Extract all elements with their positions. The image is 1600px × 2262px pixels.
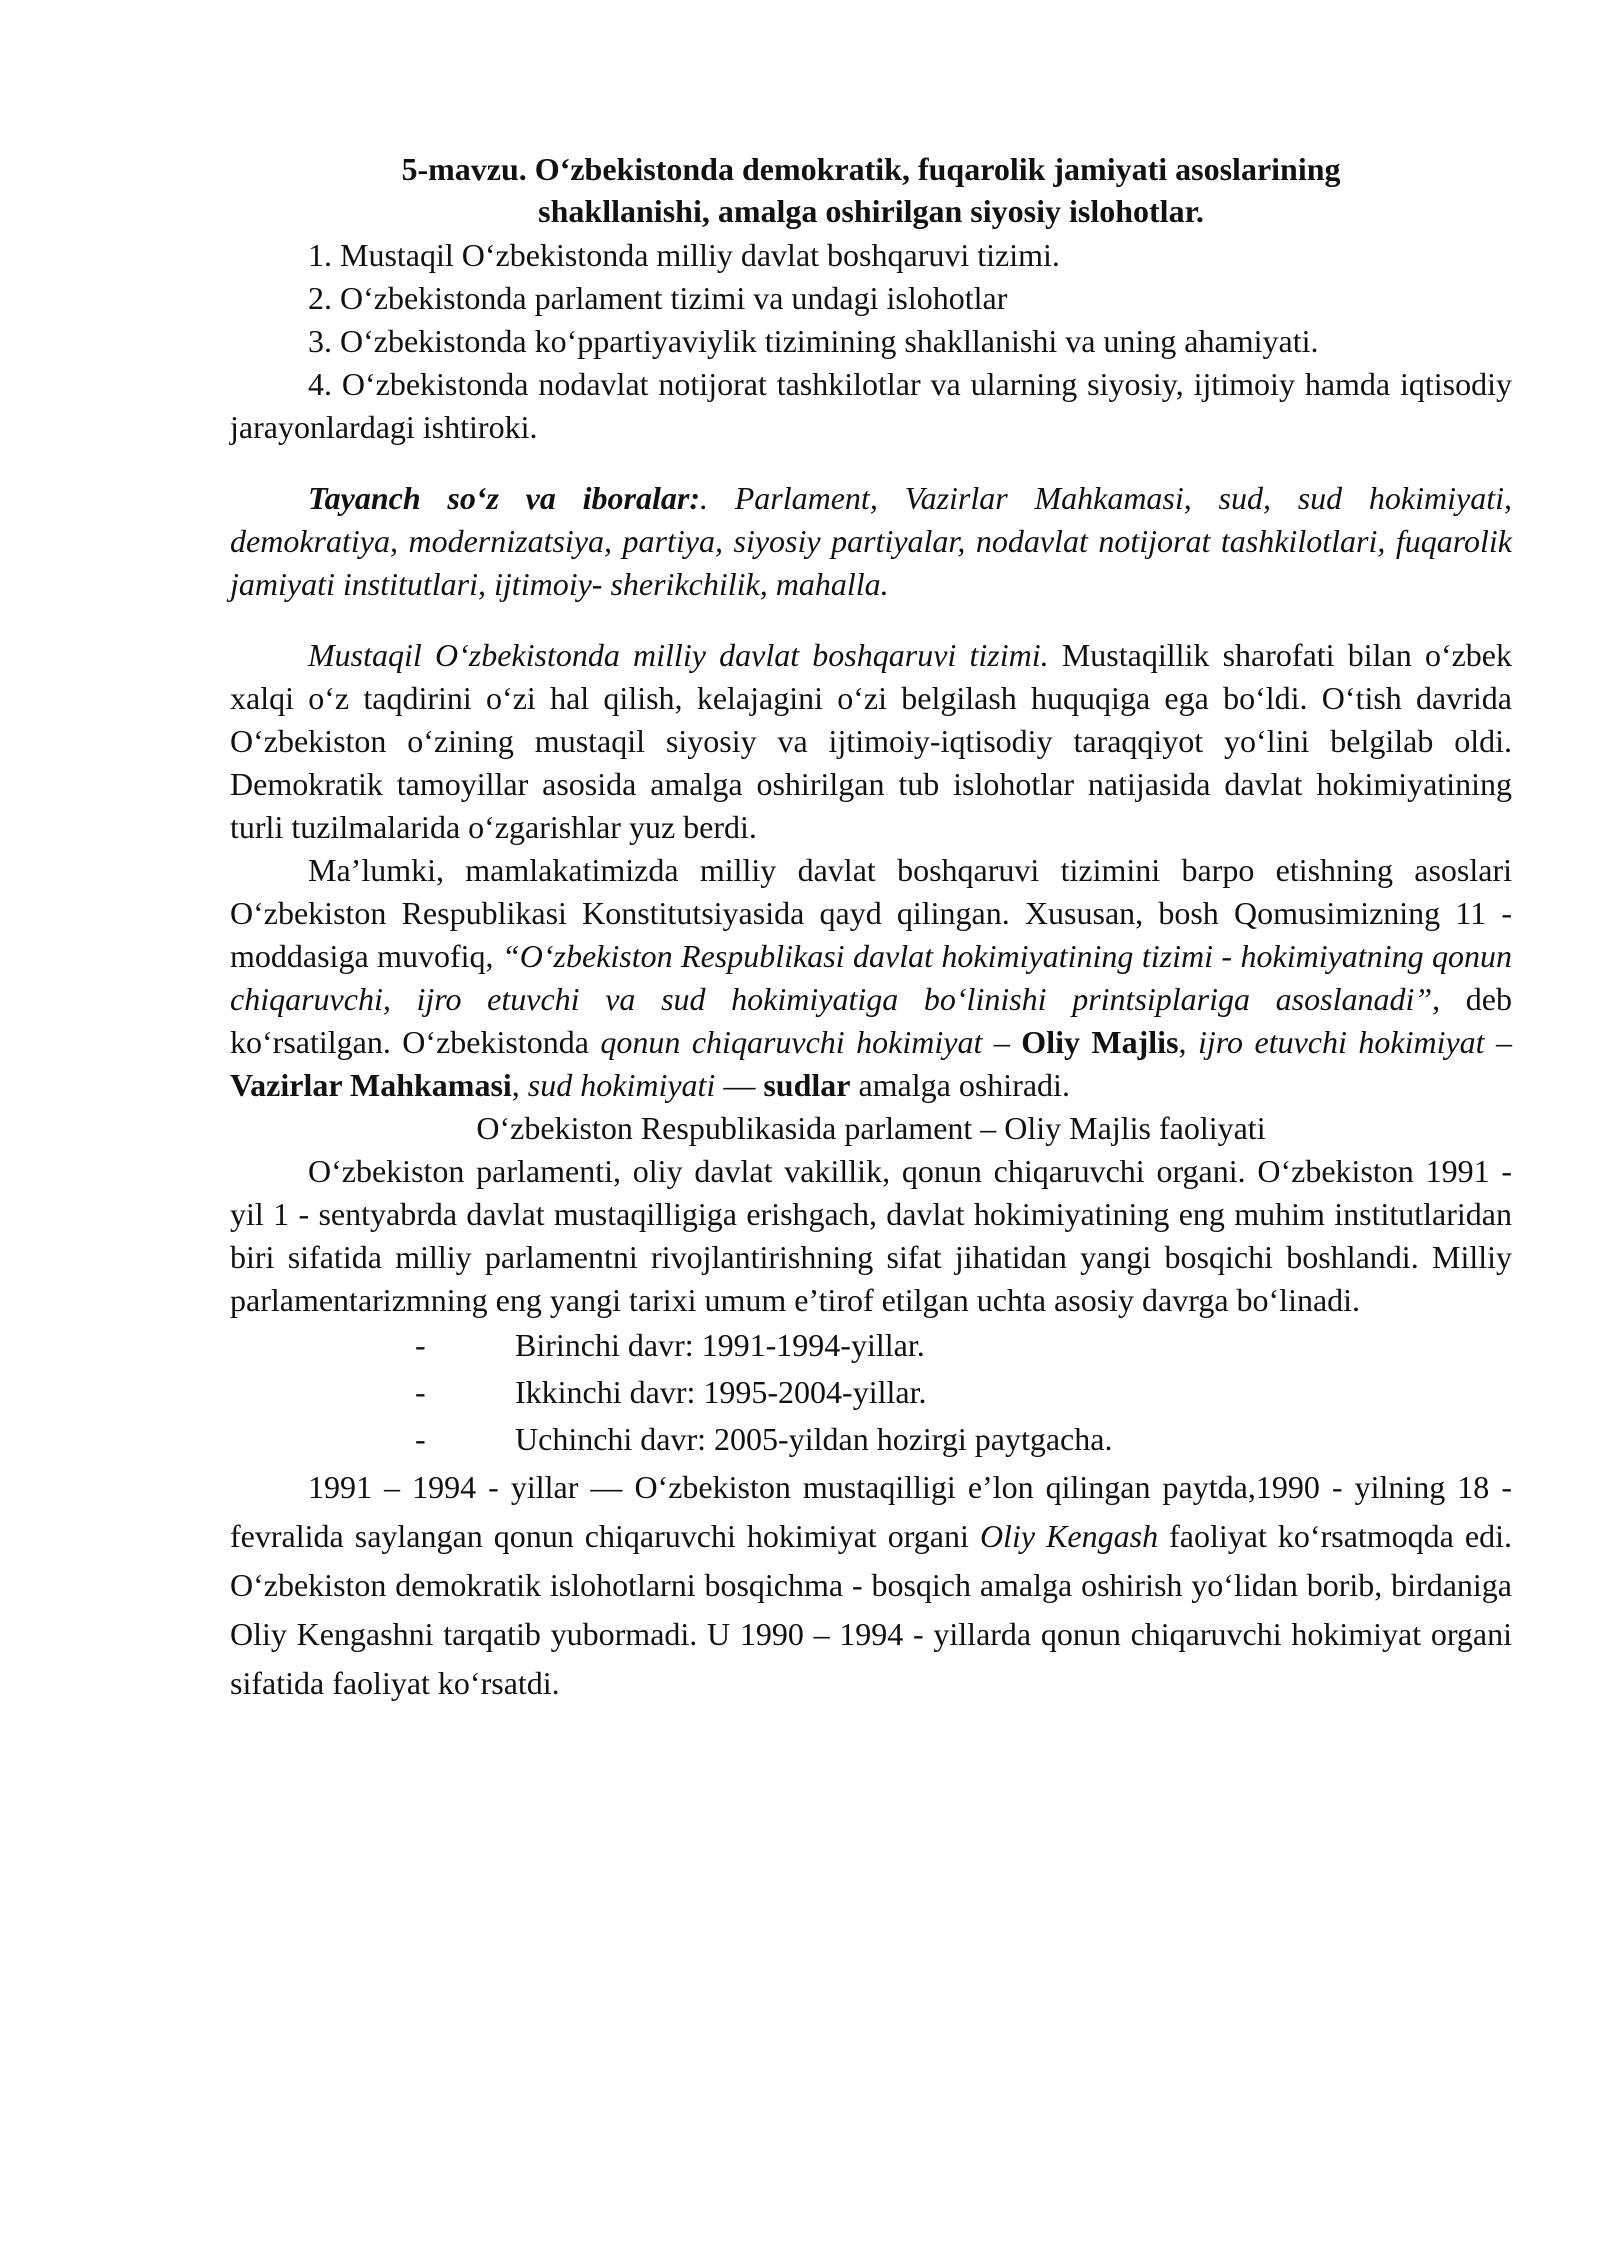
paragraph-2-text: Ma’lumki, mamlakatimizda milliy davlat boshqaruvi tizimini barpo etishning asoslari O‘zbekiston Respublikasi Konstitutsiyasida qayd qilingan. Xususan, bosh Qomusimizning 11 - moddasiga muvofiq, bbox=[230, 852, 1512, 974]
legislative-power-term: qonun chiqaruvchi hokimiyat bbox=[600, 1024, 983, 1060]
paragraph-2-text: — bbox=[715, 1067, 764, 1103]
document-page bbox=[230, 148, 1512, 1708]
section-subheading: O‘zbekiston Respublikasida parlament – Oliy Majlis faoliyati bbox=[476, 1110, 1266, 1146]
oliy-majlis-term: Oliy Majlis bbox=[1021, 1024, 1179, 1060]
executive-power-term: ijro etuvchi hokimiyat bbox=[1198, 1024, 1485, 1060]
dash-bullet: - bbox=[415, 1327, 426, 1363]
keywords-paragraph bbox=[230, 477, 1512, 606]
paragraph-2-text: , bbox=[511, 1067, 528, 1103]
period-text: Birinchi davr: 1991-1994-yillar. bbox=[515, 1327, 925, 1363]
dash-bullet: - bbox=[415, 1421, 426, 1457]
topics-list bbox=[230, 234, 1512, 449]
paragraph-1-lead: Mustaqil O‘zbekistonda milliy davlat boshqaruvi tizimi. bbox=[308, 637, 1049, 673]
period-item bbox=[230, 1369, 1512, 1416]
dash-bullet: - bbox=[415, 1374, 426, 1410]
paragraph-2 bbox=[230, 849, 1512, 1107]
topic-item: 4. O‘zbekistonda nodavlat notijorat tashkilotlar va ularning siyosiy, ijtimoiy hamda iqtisodiy jarayonlardagi ishtiroki. bbox=[230, 366, 1512, 445]
period-text: Uchinchi davr: 2005-yildan hozirgi paytgacha. bbox=[515, 1421, 1113, 1457]
title-line-2: shakllanishi, amalga oshirilgan siyosiy islohotlar. bbox=[538, 193, 1204, 229]
period-text: Ikkinchi davr: 1995-2004-yillar. bbox=[515, 1374, 927, 1410]
period-item bbox=[230, 1416, 1512, 1463]
keywords-label: Tayanch so‘z va iboralar: bbox=[308, 480, 700, 516]
oliy-kengash-term: Oliy Kengash bbox=[979, 1518, 1159, 1554]
paragraph-4-text: faoliyat ko‘rsatmoqda edi. O‘zbekiston demokratik islohotlarni bosqichma - bosqich amalga oshirish yo‘lidan borib, birdaniga Oliy Kengashni tarqatib yubormadi. U 1990 – 1994 - yillarda qonun chiqaruvchi hokimiyat organi sifatida faoliyat ko‘rsatdi. bbox=[230, 1518, 1513, 1701]
keywords-text: . Parlament, Vazirlar Mahkamasi, sud, sud hokimiyati, demokratiya, modernizatsiya, partiya, siyosiy partiyalar, nodavlat notijorat tashkilotlari, fuqarolik jamiyati institutlari, ijtimoiy- sherikchilik, mahalla. bbox=[230, 480, 1512, 602]
period-item bbox=[230, 1322, 1512, 1369]
title-line-1: 5-mavzu. O‘zbekistonda demokratik, fuqarolik jamiyati asoslarining bbox=[401, 151, 1341, 187]
cabinet-term: Vazirlar Mahkamasi bbox=[230, 1067, 512, 1103]
periods-list bbox=[230, 1322, 1512, 1463]
constitution-quote: “O‘zbekiston Respublikasi davlat hokimiyatining tizimi - hokimiyatning qonun chiqaruvchi, ijro etuvchi va sud hokimiyatiga bo‘linishi printsiplariga asoslanadi” bbox=[230, 938, 1513, 1017]
paragraph-1-text: Mustaqillik sharofati bilan o‘zbek xalqi o‘z taqdirini o‘zi hal qilish, kelajagini o‘zi belgilash huquqiga ega bo‘ldi. O‘tish davrida O‘zbekiston o‘zining mustaqil siyosiy va ijtimoiy-iqtisodiy taraqqiyot yo‘lini belgilab oldi. Demokratik tamoyillar asosida amalga oshirilgan tub islohotlar natijasida davlat hokimiyatining turli tuzilmalarida o‘zgarishlar yuz berdi. bbox=[230, 637, 1513, 845]
page-title bbox=[230, 148, 1512, 232]
topic-item: 3. O‘zbekistonda ko‘ppartiyaviylik tizimining shakllanishi va uning ahamiyati. bbox=[308, 323, 1319, 359]
courts-term: sudlar bbox=[763, 1067, 851, 1103]
topic-item: 1. Mustaqil O‘zbekistonda milliy davlat boshqaruvi tizimi. bbox=[308, 237, 1060, 273]
paragraph-4-text: 1991 – 1994 - yillar — O‘zbekiston mustaqilligi e’lon qilingan paytda,1990 - yilning 18 - fevralida saylangan qonun chiqaruvchi hokimiyat organi bbox=[230, 1469, 1512, 1554]
paragraph-2-text: , deb ko‘rsatilgan. O‘zbekistonda bbox=[230, 981, 1513, 1060]
paragraph-3: O‘zbekiston parlamenti, oliy davlat vakillik, qonun chiqaruvchi organi. O‘zbekiston 1991 - yil 1 - sentyabrda davlat mustaqilligiga erishgach, davlat hokimiyatining eng muhim institutlaridan biri sifatida milliy parlamentni rivojlantirishning sifat jihatidan yangi bosqichi boshlandi. Milliy parlamentarizmning eng yangi tarixi umum e’tirof etilgan uchta asosiy davrga bo‘linadi. bbox=[230, 1153, 1512, 1318]
paragraph-2-text: – bbox=[1484, 1024, 1513, 1060]
paragraph-1 bbox=[230, 634, 1512, 849]
paragraph-2-text: – bbox=[982, 1024, 1022, 1060]
paragraph-2-text: , bbox=[1178, 1024, 1198, 1060]
topic-item: 2. O‘zbekistonda parlament tizimi va undagi islohotlar bbox=[308, 280, 1008, 316]
paragraph-2-text: amalga oshiradi. bbox=[850, 1067, 1070, 1103]
paragraph-4 bbox=[230, 1463, 1512, 1708]
judicial-power-term: sud hokimiyati bbox=[527, 1067, 716, 1103]
